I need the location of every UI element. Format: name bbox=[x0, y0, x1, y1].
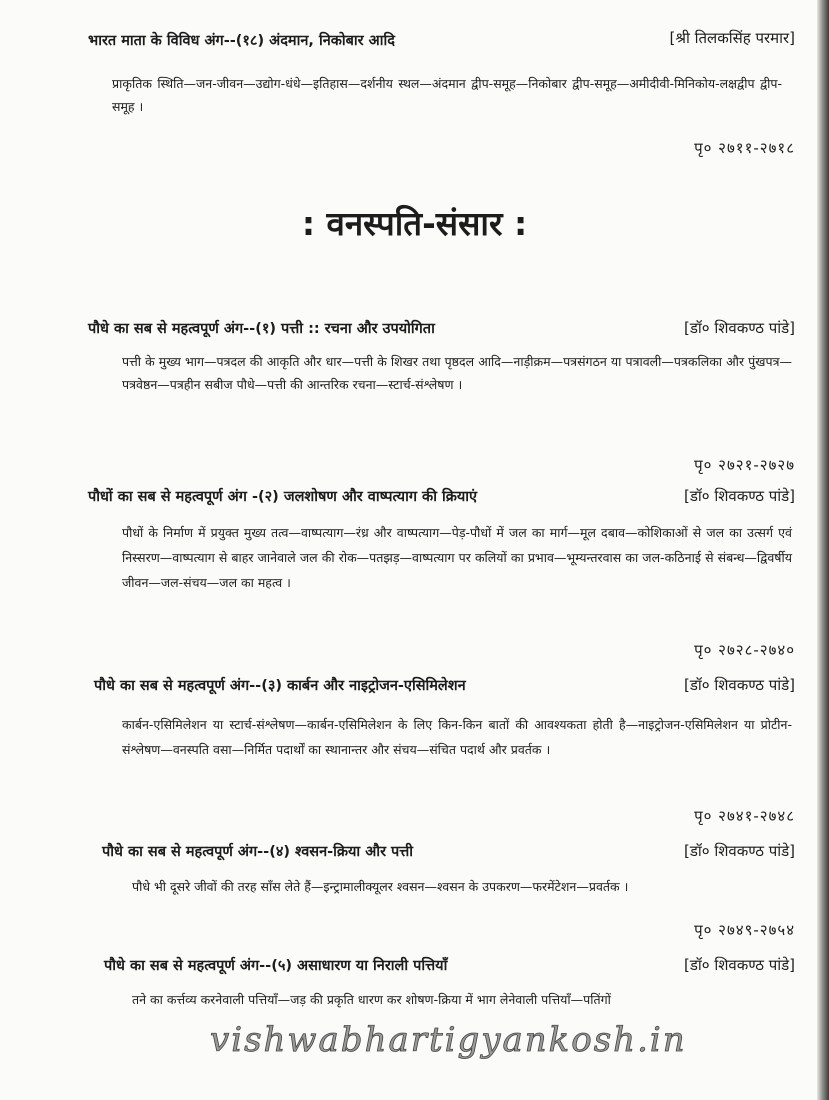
entry-title: पौधे का सब से महत्वपूर्ण अंग--(३) कार्बन और नाइट्रोजन-एसिमिलेशन bbox=[94, 678, 466, 694]
entry-pages: पृ० २७४१-२७४८ bbox=[694, 807, 795, 825]
entry-summary: पौधे भी दूसरे जीवों की तरह साँस लेते हैं—इन्ट्रामालीक्यूलर श्वसन—श्वसन के उपकरण—फरमेंटेशन—प्रवर्तक । bbox=[132, 879, 629, 894]
entry-summary: तने का कर्त्तव्य करनेवाली पत्तियाँ—जड़ की प्रकृति धारण कर शोषण-क्रिया में भाग लेनेवाली पत्तियाँ—पतिंगों bbox=[132, 992, 611, 1007]
page-edge-shadow bbox=[817, 0, 829, 1100]
entry-summary: पौधों के निर्माण में प्रयुक्त मुख्य तत्व—वाष्पत्याग—रंध्र और वाष्पत्याग—पेड़-पौधों में जल का मार्ग—मूल दबाव—कोशिकाओं से जल का उत्सर्ग एवं निस्सरण—वाष्पत्याग से बाहर जानेवाले जल की रोक—पतझड़—वाष्पत्याग पर कलियों का प्रभाव—भूम्यन्तरवास का जल-कठिनाई से संबन्ध—द्विवर्षीय जीवन—जल-संचय—जल का महत्व । bbox=[122, 525, 792, 590]
entry-title: भारत माता के विविध अंग--(१८) अंदमान, निकोबार आदि bbox=[88, 33, 395, 49]
entry-author: [डॉ० शिवकण्ठ पांडे] bbox=[683, 842, 795, 860]
entry-author: [डॉ० शिवकण्ठ पांडे] bbox=[683, 956, 795, 974]
entry-title: पौधे का सब से महत्वपूर्ण अंग--(५) असाधारण या निराली पत्तियाँ bbox=[104, 958, 448, 974]
entry-summary: कार्बन-एसिमिलेशन या स्टार्च-संश्लेषण—कार्बन-एसिमिलेशन के लिए किन-किन बातों की आवश्यकता होती है—नाइट्रोजन-एसिमिलेशन या प्रोटीन-संश्लेषण—वनस्पति वसा—निर्मित पदार्थों का स्थानान्तर और संचय—संचित पदार्थ और प्रवर्तक । bbox=[122, 717, 792, 757]
section-heading: : वनस्पति-संसार : bbox=[301, 204, 528, 243]
entry-title: पौधों का सब से महत्वपूर्ण अंग -(२) जलशोषण और वाष्पत्याग की क्रियाएं bbox=[88, 489, 478, 505]
entry-title: पौधे का सब से महत्वपूर्ण अंग--(१) पत्ती :: रचना और उपयोगिता bbox=[88, 321, 435, 337]
entry-summary: पत्ती के मुख्य भाग—पत्रदल की आकृति और धार—पत्ती के शिखर तथा पृष्ठदल आदि—नाड़ीक्रम—पत्रसंगठन या पत्रावली—पत्रकलिका और पुंखपत्र—पत्रवेष्ठन—पत्रहीन सबीज पौधे—पत्ती की आन्तरिक रचना—स्टार्च-संश्लेषण । bbox=[122, 354, 792, 392]
entry-pages: पृ० २७११-२७१८ bbox=[694, 139, 795, 157]
entry-author: [डॉ० शिवकण्ठ पांडे] bbox=[683, 676, 795, 694]
entry-pages: पृ० २७४९-२७५४ bbox=[694, 921, 795, 939]
entry-author: [श्री तिलकसिंह परमार] bbox=[669, 29, 795, 47]
watermark: vishwabhartigyankosh.in bbox=[210, 1020, 687, 1060]
entry-title: पौधे का सब से महत्वपूर्ण अंग--(४) श्वसन-क्रिया और पत्ती bbox=[102, 844, 414, 860]
entry-author: [डॉ० शिवकण्ठ पांडे] bbox=[683, 487, 795, 505]
entry-summary: प्राकृतिक स्थिति—जन-जीवन—उद्योग-धंधे—इतिहास—दर्शनीय स्थल—अंदमान द्वीप-समूह—निकोबार द्वीप-समूह—अमीदीवी-मिनिकोय-लक्षद्वीप द्वीप-समूह । bbox=[112, 76, 782, 114]
entry-pages: पृ० २७२८-२७४० bbox=[694, 641, 795, 659]
entry-pages: पृ० २७२१-२७२७ bbox=[694, 456, 795, 474]
entry-author: [डॉ० शिवकण्ठ पांडे] bbox=[683, 319, 795, 337]
